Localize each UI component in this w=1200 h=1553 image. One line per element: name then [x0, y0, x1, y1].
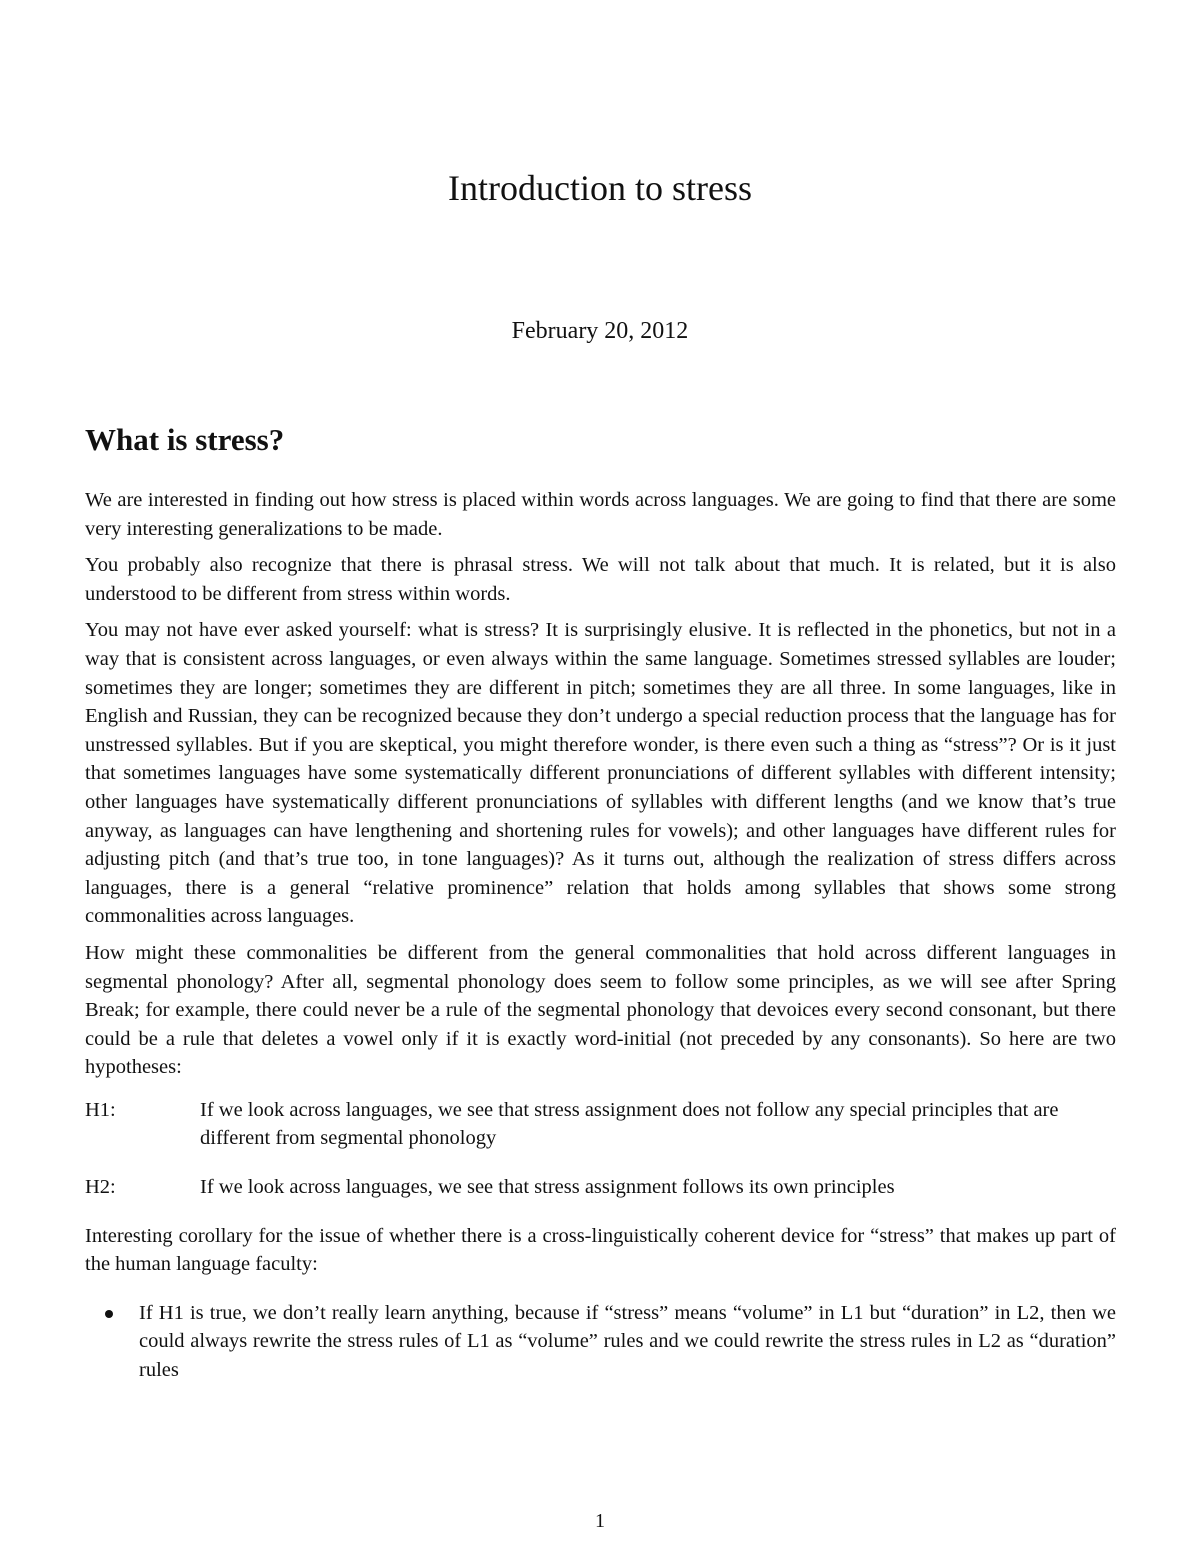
- section-heading: What is stress?: [85, 422, 285, 457]
- hypothesis-label: H1:: [85, 1098, 116, 1121]
- list-item: [85, 1299, 1116, 1385]
- bullet-text: If H1 is true, we don’t really learn anything, because if “stress” means “volume” in L1 but “duration” in L2, then we could always rewrite the stress rules of L1 as “volume” rules and we could rewrite the stress rules in L2 as “duration” rules: [139, 1301, 1116, 1382]
- hypothesis-item: [85, 1173, 1116, 1202]
- hypothesis-label: H2:: [85, 1176, 116, 1199]
- hypotheses-list: [85, 1096, 1116, 1202]
- paragraph: You probably also recognize that there is phrasal stress. We will not talk about that much. It is related, but it is also understood to be different from stress within words.: [85, 554, 1116, 605]
- bullet-icon: [85, 1299, 119, 1385]
- document-title: Introduction to stress: [448, 168, 752, 208]
- hypothesis-item: [85, 1096, 1116, 1153]
- page-number: 1: [595, 1510, 605, 1532]
- hypothesis-text: If we look across languages, we see that stress assignment follows its own principles: [200, 1176, 895, 1199]
- paragraph: How might these commonalities be different from the general commonalities that hold across different languages in segmental phonology? After all, segmental phonology does seem to follow some principles, as we will see after Spring Break; for example, there could never be a rule of the segmental phonology that devoices every second consonant, but there could be a rule that deletes a vowel only if it is exactly word-initial (not preceded by any consonants). So here are two hypotheses:: [85, 941, 1116, 1079]
- paragraph: You may not have ever asked yourself: what is stress? It is surprisingly elusive. It is reflected in the phonetics, but not in a way that is consistent across languages, or even always within the same language. Sometimes stressed syllables are louder; sometimes they are longer; sometimes they are different in pitch; sometimes they are all three. In some languages, like in English and Russian, they can be recognized because they don’t undergo a special reduction process that the language has for unstressed syllables. But if you are skeptical, you might therefore wonder, is there even such a thing as “stress”? Or is it just that sometimes languages have some systematically different pronunciations of different syllables with different intensity; other languages have systematically different pronunciations of syllables with different lengths (and we know that’s true anyway, as languages can have lengthening and shortening rules for vowels); and other languages have different rules for adjusting pitch (and that’s true too, in tone languages)? As it turns out, although the realization of stress differs across languages, there is a general “relative prominence” relation that holds among syllables that shows some strong commonalities across languages.: [85, 619, 1116, 928]
- document-body: [85, 420, 1116, 1385]
- document-date: February 20, 2012: [511, 318, 689, 344]
- corollary-paragraph: Interesting corollary for the issue of whether there is a cross-linguistically coherent device for “stress” that makes up part of the human language faculty:: [85, 1224, 1116, 1276]
- bullet-list: [85, 1299, 1116, 1385]
- paragraph: We are interested in finding out how stress is placed within words across languages. We are going to find that there are some very interesting generalizations to be made.: [85, 489, 1116, 540]
- hypothesis-text: If we look across languages, we see that stress assignment does not follow any special principles that are different from segmental phonology: [200, 1098, 1059, 1150]
